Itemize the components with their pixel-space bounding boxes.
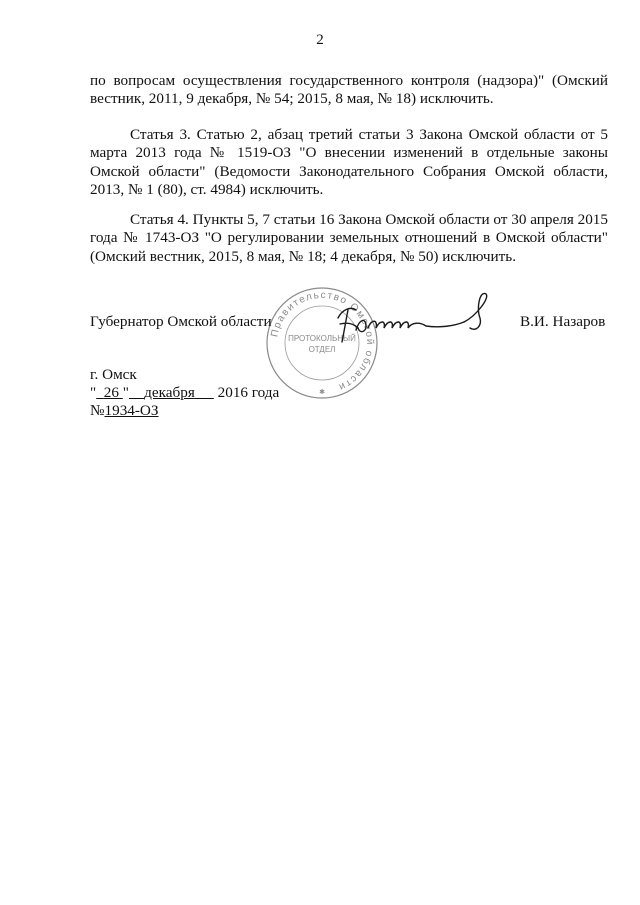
signing-date <box>90 384 279 402</box>
law-number <box>90 402 159 420</box>
paragraph-article-3: Статья 3. Статью 2, абзац третий статьи 3 Закона Омской области от 5 марта 2013 года № 1519-ОЗ "О внесении изменений в отдельные законы Омской области" (Ведомости Законодательного Собрания Омской области, 2013, № 1 (80), ст. 4984) исключить. <box>90 126 608 199</box>
place-of-signing: г. Омск <box>90 366 137 383</box>
governor-name: В.И. Назаров <box>520 313 606 330</box>
stamp-center-line-2: ОТДЕЛ <box>308 345 336 354</box>
date-day: 26 <box>103 384 119 401</box>
date-close-quote: " <box>122 384 129 401</box>
law-number-value: 1934-ОЗ <box>104 402 159 419</box>
date-month: декабря <box>144 384 195 401</box>
paragraph-continuation: по вопросам осуществления государственного контроля (надзора)" (Омский вестник, 2011, 9 декабря, № 54; 2015, 8 мая, № 18) исключить. <box>90 72 608 108</box>
stamp-star-icon: ✱ <box>319 388 325 396</box>
stamp-ring-text: Правительство Омской области <box>269 289 376 393</box>
stamp-center-line-1: ПРОТОКОЛЬНЫЙ <box>288 334 356 343</box>
paragraph-article-4: Статья 4. Пункты 5, 7 статьи 16 Закона Омской области от 30 апреля 2015 года № 1743-ОЗ "О регулировании земельных отношений в Омской области" (Омский вестник, 2015, 8 мая, № 18; 4 декабря, № 50) исключить. <box>90 211 608 265</box>
number-sign: № <box>90 402 105 419</box>
date-year: 2016 года <box>217 384 280 401</box>
date-open-quote: " <box>90 384 97 401</box>
governor-title: Губернатор Омской области <box>90 313 272 330</box>
handwritten-signature <box>330 288 500 348</box>
page-number: 2 <box>316 32 324 48</box>
